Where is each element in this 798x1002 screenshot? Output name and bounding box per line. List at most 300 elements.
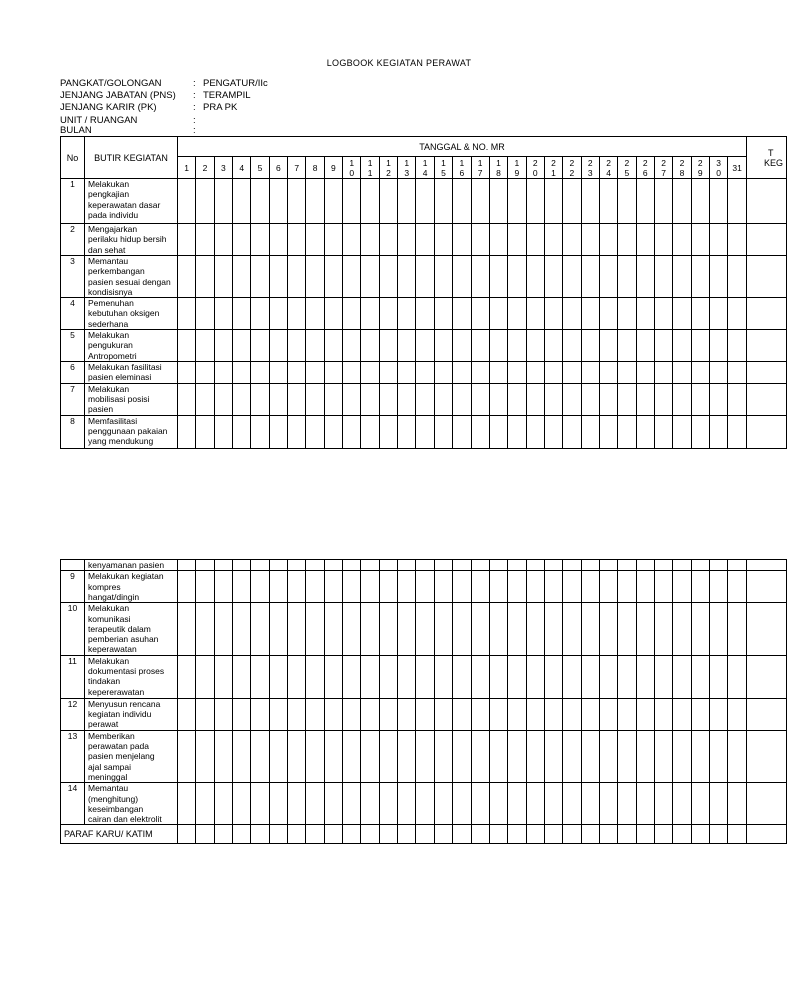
day-entry-cell[interactable] <box>416 330 434 362</box>
day-entry-cell[interactable] <box>709 256 727 298</box>
day-entry-cell[interactable] <box>471 256 489 298</box>
day-entry-cell[interactable] <box>728 783 746 825</box>
day-entry-cell[interactable] <box>691 179 709 224</box>
day-entry-cell[interactable] <box>306 383 324 415</box>
day-entry-cell[interactable] <box>618 415 636 448</box>
day-entry-cell[interactable] <box>379 783 397 825</box>
day-entry-cell[interactable] <box>269 383 287 415</box>
day-entry-cell[interactable] <box>563 603 581 655</box>
day-entry-cell[interactable] <box>581 179 599 224</box>
day-entry-cell[interactable] <box>489 256 507 298</box>
day-entry-cell[interactable] <box>196 383 214 415</box>
day-entry-cell[interactable] <box>489 730 507 782</box>
day-entry-cell[interactable] <box>361 698 379 730</box>
day-entry-cell[interactable] <box>343 783 361 825</box>
day-entry-cell[interactable] <box>343 362 361 384</box>
day-entry-cell[interactable] <box>599 224 617 256</box>
day-entry-cell[interactable] <box>526 224 544 256</box>
day-entry-cell[interactable] <box>306 298 324 330</box>
day-entry-cell[interactable] <box>581 256 599 298</box>
day-entry-cell[interactable] <box>288 224 306 256</box>
day-entry-cell[interactable] <box>288 383 306 415</box>
day-entry-cell[interactable] <box>489 560 507 571</box>
day-entry-cell[interactable] <box>324 256 342 298</box>
paraf-day-cell[interactable] <box>563 825 581 844</box>
day-entry-cell[interactable] <box>691 224 709 256</box>
paraf-day-cell[interactable] <box>471 825 489 844</box>
day-entry-cell[interactable] <box>673 698 691 730</box>
day-entry-cell[interactable] <box>251 730 269 782</box>
day-entry-cell[interactable] <box>196 783 214 825</box>
day-entry-cell[interactable] <box>489 655 507 698</box>
day-entry-cell[interactable] <box>471 730 489 782</box>
day-entry-cell[interactable] <box>489 383 507 415</box>
day-entry-cell[interactable] <box>398 415 416 448</box>
day-entry-cell[interactable] <box>489 415 507 448</box>
day-entry-cell[interactable] <box>691 415 709 448</box>
day-entry-cell[interactable] <box>673 298 691 330</box>
day-entry-cell[interactable] <box>709 179 727 224</box>
day-entry-cell[interactable] <box>361 224 379 256</box>
day-entry-cell[interactable] <box>361 298 379 330</box>
day-entry-cell[interactable] <box>453 730 471 782</box>
day-entry-cell[interactable] <box>306 783 324 825</box>
day-entry-cell[interactable] <box>489 179 507 224</box>
day-entry-cell[interactable] <box>526 415 544 448</box>
day-entry-cell[interactable] <box>288 179 306 224</box>
day-entry-cell[interactable] <box>673 560 691 571</box>
day-entry-cell[interactable] <box>508 603 526 655</box>
day-entry-cell[interactable] <box>361 256 379 298</box>
day-entry-cell[interactable] <box>563 560 581 571</box>
day-entry-cell[interactable] <box>306 179 324 224</box>
day-entry-cell[interactable] <box>453 362 471 384</box>
day-entry-cell[interactable] <box>233 603 251 655</box>
day-entry-cell[interactable] <box>618 224 636 256</box>
paraf-day-cell[interactable] <box>618 825 636 844</box>
day-entry-cell[interactable] <box>233 256 251 298</box>
day-entry-cell[interactable] <box>251 383 269 415</box>
day-entry-cell[interactable] <box>709 383 727 415</box>
day-entry-cell[interactable] <box>654 224 672 256</box>
day-entry-cell[interactable] <box>214 603 232 655</box>
day-entry-cell[interactable] <box>489 571 507 603</box>
day-entry-cell[interactable] <box>471 783 489 825</box>
day-entry-cell[interactable] <box>196 362 214 384</box>
day-entry-cell[interactable] <box>618 571 636 603</box>
day-entry-cell[interactable] <box>379 655 397 698</box>
day-entry-cell[interactable] <box>288 298 306 330</box>
day-entry-cell[interactable] <box>361 560 379 571</box>
day-entry-cell[interactable] <box>434 698 452 730</box>
day-entry-cell[interactable] <box>544 698 562 730</box>
day-entry-cell[interactable] <box>251 224 269 256</box>
day-entry-cell[interactable] <box>233 655 251 698</box>
day-entry-cell[interactable] <box>379 698 397 730</box>
day-entry-cell[interactable] <box>398 655 416 698</box>
day-entry-cell[interactable] <box>599 179 617 224</box>
paraf-day-cell[interactable] <box>416 825 434 844</box>
day-entry-cell[interactable] <box>709 698 727 730</box>
day-entry-cell[interactable] <box>361 330 379 362</box>
day-entry-cell[interactable] <box>214 571 232 603</box>
day-entry-cell[interactable] <box>306 655 324 698</box>
day-entry-cell[interactable] <box>269 330 287 362</box>
day-entry-cell[interactable] <box>343 224 361 256</box>
day-entry-cell[interactable] <box>471 415 489 448</box>
day-entry-cell[interactable] <box>618 256 636 298</box>
day-entry-cell[interactable] <box>343 330 361 362</box>
day-entry-cell[interactable] <box>398 383 416 415</box>
day-entry-cell[interactable] <box>636 783 654 825</box>
day-entry-cell[interactable] <box>709 298 727 330</box>
paraf-day-cell[interactable] <box>508 825 526 844</box>
day-entry-cell[interactable] <box>728 655 746 698</box>
day-entry-cell[interactable] <box>196 698 214 730</box>
day-entry-cell[interactable] <box>691 655 709 698</box>
day-entry-cell[interactable] <box>691 571 709 603</box>
day-entry-cell[interactable] <box>269 362 287 384</box>
day-entry-cell[interactable] <box>581 783 599 825</box>
day-entry-cell[interactable] <box>673 224 691 256</box>
day-entry-cell[interactable] <box>379 383 397 415</box>
day-entry-cell[interactable] <box>361 603 379 655</box>
day-entry-cell[interactable] <box>673 655 691 698</box>
day-entry-cell[interactable] <box>654 655 672 698</box>
day-entry-cell[interactable] <box>709 783 727 825</box>
day-entry-cell[interactable] <box>691 783 709 825</box>
day-entry-cell[interactable] <box>673 415 691 448</box>
day-entry-cell[interactable] <box>489 783 507 825</box>
day-entry-cell[interactable] <box>654 298 672 330</box>
day-entry-cell[interactable] <box>526 383 544 415</box>
day-entry-cell[interactable] <box>709 730 727 782</box>
day-entry-cell[interactable] <box>709 415 727 448</box>
day-entry-cell[interactable] <box>581 383 599 415</box>
day-entry-cell[interactable] <box>306 224 324 256</box>
day-entry-cell[interactable] <box>361 783 379 825</box>
day-entry-cell[interactable] <box>563 571 581 603</box>
day-entry-cell[interactable] <box>178 179 196 224</box>
day-entry-cell[interactable] <box>434 783 452 825</box>
day-entry-cell[interactable] <box>673 179 691 224</box>
paraf-day-cell[interactable] <box>673 825 691 844</box>
day-entry-cell[interactable] <box>544 330 562 362</box>
day-entry-cell[interactable] <box>544 603 562 655</box>
day-entry-cell[interactable] <box>398 603 416 655</box>
day-entry-cell[interactable] <box>233 330 251 362</box>
day-entry-cell[interactable] <box>654 571 672 603</box>
day-entry-cell[interactable] <box>471 330 489 362</box>
day-entry-cell[interactable] <box>636 298 654 330</box>
day-entry-cell[interactable] <box>654 415 672 448</box>
day-entry-cell[interactable] <box>416 383 434 415</box>
day-entry-cell[interactable] <box>178 783 196 825</box>
day-entry-cell[interactable] <box>379 298 397 330</box>
paraf-day-cell[interactable] <box>196 825 214 844</box>
day-entry-cell[interactable] <box>196 560 214 571</box>
day-entry-cell[interactable] <box>343 298 361 330</box>
day-entry-cell[interactable] <box>526 698 544 730</box>
day-entry-cell[interactable] <box>508 571 526 603</box>
day-entry-cell[interactable] <box>196 730 214 782</box>
day-entry-cell[interactable] <box>398 783 416 825</box>
paraf-day-cell[interactable] <box>178 825 196 844</box>
day-entry-cell[interactable] <box>526 571 544 603</box>
day-entry-cell[interactable] <box>434 730 452 782</box>
day-entry-cell[interactable] <box>618 698 636 730</box>
day-entry-cell[interactable] <box>214 560 232 571</box>
day-entry-cell[interactable] <box>269 560 287 571</box>
day-entry-cell[interactable] <box>471 655 489 698</box>
paraf-day-cell[interactable] <box>306 825 324 844</box>
day-entry-cell[interactable] <box>288 571 306 603</box>
day-entry-cell[interactable] <box>434 224 452 256</box>
day-entry-cell[interactable] <box>673 783 691 825</box>
day-entry-cell[interactable] <box>544 256 562 298</box>
day-entry-cell[interactable] <box>324 362 342 384</box>
day-entry-cell[interactable] <box>178 224 196 256</box>
day-entry-cell[interactable] <box>544 560 562 571</box>
day-entry-cell[interactable] <box>691 298 709 330</box>
day-entry-cell[interactable] <box>434 383 452 415</box>
day-entry-cell[interactable] <box>453 560 471 571</box>
day-entry-cell[interactable] <box>361 571 379 603</box>
day-entry-cell[interactable] <box>526 655 544 698</box>
day-entry-cell[interactable] <box>306 730 324 782</box>
day-entry-cell[interactable] <box>196 256 214 298</box>
day-entry-cell[interactable] <box>416 655 434 698</box>
day-entry-cell[interactable] <box>581 330 599 362</box>
day-entry-cell[interactable] <box>544 415 562 448</box>
day-entry-cell[interactable] <box>434 655 452 698</box>
day-entry-cell[interactable] <box>654 256 672 298</box>
day-entry-cell[interactable] <box>214 415 232 448</box>
day-entry-cell[interactable] <box>691 256 709 298</box>
day-entry-cell[interactable] <box>673 256 691 298</box>
day-entry-cell[interactable] <box>269 730 287 782</box>
day-entry-cell[interactable] <box>251 179 269 224</box>
day-entry-cell[interactable] <box>728 298 747 330</box>
day-entry-cell[interactable] <box>324 571 342 603</box>
day-entry-cell[interactable] <box>214 256 232 298</box>
day-entry-cell[interactable] <box>709 603 727 655</box>
paraf-day-cell[interactable] <box>288 825 306 844</box>
day-entry-cell[interactable] <box>434 603 452 655</box>
day-entry-cell[interactable] <box>526 256 544 298</box>
day-entry-cell[interactable] <box>654 560 672 571</box>
day-entry-cell[interactable] <box>581 298 599 330</box>
day-entry-cell[interactable] <box>526 560 544 571</box>
day-entry-cell[interactable] <box>196 415 214 448</box>
day-entry-cell[interactable] <box>581 571 599 603</box>
day-entry-cell[interactable] <box>379 179 397 224</box>
day-entry-cell[interactable] <box>269 571 287 603</box>
day-entry-cell[interactable] <box>618 730 636 782</box>
day-entry-cell[interactable] <box>728 330 747 362</box>
day-entry-cell[interactable] <box>636 603 654 655</box>
day-entry-cell[interactable] <box>691 330 709 362</box>
day-entry-cell[interactable] <box>343 415 361 448</box>
day-entry-cell[interactable] <box>343 603 361 655</box>
day-entry-cell[interactable] <box>563 256 581 298</box>
day-entry-cell[interactable] <box>453 224 471 256</box>
paraf-day-cell[interactable] <box>361 825 379 844</box>
day-entry-cell[interactable] <box>434 298 452 330</box>
day-entry-cell[interactable] <box>526 179 544 224</box>
paraf-day-cell[interactable] <box>544 825 562 844</box>
day-entry-cell[interactable] <box>196 330 214 362</box>
day-entry-cell[interactable] <box>214 330 232 362</box>
paraf-day-cell[interactable] <box>251 825 269 844</box>
day-entry-cell[interactable] <box>398 571 416 603</box>
day-entry-cell[interactable] <box>563 298 581 330</box>
day-entry-cell[interactable] <box>233 298 251 330</box>
day-entry-cell[interactable] <box>471 298 489 330</box>
day-entry-cell[interactable] <box>434 571 452 603</box>
day-entry-cell[interactable] <box>178 256 196 298</box>
day-entry-cell[interactable] <box>343 256 361 298</box>
day-entry-cell[interactable] <box>709 362 727 384</box>
day-entry-cell[interactable] <box>489 603 507 655</box>
day-entry-cell[interactable] <box>728 698 746 730</box>
day-entry-cell[interactable] <box>434 362 452 384</box>
day-entry-cell[interactable] <box>654 179 672 224</box>
day-entry-cell[interactable] <box>599 603 617 655</box>
day-entry-cell[interactable] <box>233 783 251 825</box>
day-entry-cell[interactable] <box>379 256 397 298</box>
day-entry-cell[interactable] <box>709 571 727 603</box>
day-entry-cell[interactable] <box>416 224 434 256</box>
day-entry-cell[interactable] <box>508 179 526 224</box>
day-entry-cell[interactable] <box>398 560 416 571</box>
day-entry-cell[interactable] <box>324 224 342 256</box>
day-entry-cell[interactable] <box>306 571 324 603</box>
day-entry-cell[interactable] <box>618 560 636 571</box>
day-entry-cell[interactable] <box>196 224 214 256</box>
day-entry-cell[interactable] <box>526 298 544 330</box>
day-entry-cell[interactable] <box>233 560 251 571</box>
day-entry-cell[interactable] <box>361 655 379 698</box>
day-entry-cell[interactable] <box>434 415 452 448</box>
day-entry-cell[interactable] <box>233 698 251 730</box>
day-entry-cell[interactable] <box>269 698 287 730</box>
day-entry-cell[interactable] <box>618 655 636 698</box>
day-entry-cell[interactable] <box>398 224 416 256</box>
day-entry-cell[interactable] <box>398 179 416 224</box>
day-entry-cell[interactable] <box>361 179 379 224</box>
day-entry-cell[interactable] <box>618 603 636 655</box>
paraf-day-cell[interactable] <box>709 825 727 844</box>
day-entry-cell[interactable] <box>196 603 214 655</box>
day-entry-cell[interactable] <box>471 698 489 730</box>
day-entry-cell[interactable] <box>416 362 434 384</box>
day-entry-cell[interactable] <box>379 224 397 256</box>
day-entry-cell[interactable] <box>343 179 361 224</box>
day-entry-cell[interactable] <box>324 730 342 782</box>
day-entry-cell[interactable] <box>343 730 361 782</box>
day-entry-cell[interactable] <box>251 330 269 362</box>
day-entry-cell[interactable] <box>453 330 471 362</box>
paraf-day-cell[interactable] <box>636 825 654 844</box>
day-entry-cell[interactable] <box>599 415 617 448</box>
day-entry-cell[interactable] <box>508 783 526 825</box>
day-entry-cell[interactable] <box>728 603 746 655</box>
day-entry-cell[interactable] <box>306 362 324 384</box>
day-entry-cell[interactable] <box>196 298 214 330</box>
day-entry-cell[interactable] <box>581 730 599 782</box>
paraf-day-cell[interactable] <box>214 825 232 844</box>
paraf-day-cell[interactable] <box>581 825 599 844</box>
day-entry-cell[interactable] <box>636 415 654 448</box>
paraf-day-cell[interactable] <box>489 825 507 844</box>
day-entry-cell[interactable] <box>508 362 526 384</box>
day-entry-cell[interactable] <box>288 256 306 298</box>
day-entry-cell[interactable] <box>673 571 691 603</box>
day-entry-cell[interactable] <box>416 179 434 224</box>
day-entry-cell[interactable] <box>343 698 361 730</box>
day-entry-cell[interactable] <box>709 560 727 571</box>
day-entry-cell[interactable] <box>673 362 691 384</box>
day-entry-cell[interactable] <box>544 298 562 330</box>
day-entry-cell[interactable] <box>453 603 471 655</box>
day-entry-cell[interactable] <box>178 655 196 698</box>
day-entry-cell[interactable] <box>599 571 617 603</box>
paraf-day-cell[interactable] <box>599 825 617 844</box>
day-entry-cell[interactable] <box>508 560 526 571</box>
day-entry-cell[interactable] <box>379 571 397 603</box>
day-entry-cell[interactable] <box>563 383 581 415</box>
day-entry-cell[interactable] <box>269 415 287 448</box>
day-entry-cell[interactable] <box>508 655 526 698</box>
day-entry-cell[interactable] <box>269 224 287 256</box>
day-entry-cell[interactable] <box>178 560 196 571</box>
day-entry-cell[interactable] <box>233 362 251 384</box>
day-entry-cell[interactable] <box>581 698 599 730</box>
day-entry-cell[interactable] <box>214 655 232 698</box>
paraf-day-cell[interactable] <box>398 825 416 844</box>
day-entry-cell[interactable] <box>563 415 581 448</box>
day-entry-cell[interactable] <box>306 603 324 655</box>
day-entry-cell[interactable] <box>581 655 599 698</box>
day-entry-cell[interactable] <box>361 730 379 782</box>
day-entry-cell[interactable] <box>728 415 747 448</box>
day-entry-cell[interactable] <box>453 383 471 415</box>
day-entry-cell[interactable] <box>214 383 232 415</box>
day-entry-cell[interactable] <box>728 383 747 415</box>
day-entry-cell[interactable] <box>599 298 617 330</box>
day-entry-cell[interactable] <box>214 298 232 330</box>
day-entry-cell[interactable] <box>636 730 654 782</box>
day-entry-cell[interactable] <box>691 383 709 415</box>
day-entry-cell[interactable] <box>581 415 599 448</box>
day-entry-cell[interactable] <box>544 362 562 384</box>
day-entry-cell[interactable] <box>508 224 526 256</box>
day-entry-cell[interactable] <box>214 224 232 256</box>
day-entry-cell[interactable] <box>398 362 416 384</box>
day-entry-cell[interactable] <box>343 560 361 571</box>
day-entry-cell[interactable] <box>709 330 727 362</box>
day-entry-cell[interactable] <box>434 179 452 224</box>
day-entry-cell[interactable] <box>416 730 434 782</box>
day-entry-cell[interactable] <box>324 655 342 698</box>
day-entry-cell[interactable] <box>563 179 581 224</box>
day-entry-cell[interactable] <box>563 730 581 782</box>
day-entry-cell[interactable] <box>178 571 196 603</box>
day-entry-cell[interactable] <box>453 415 471 448</box>
day-entry-cell[interactable] <box>214 783 232 825</box>
day-entry-cell[interactable] <box>599 383 617 415</box>
